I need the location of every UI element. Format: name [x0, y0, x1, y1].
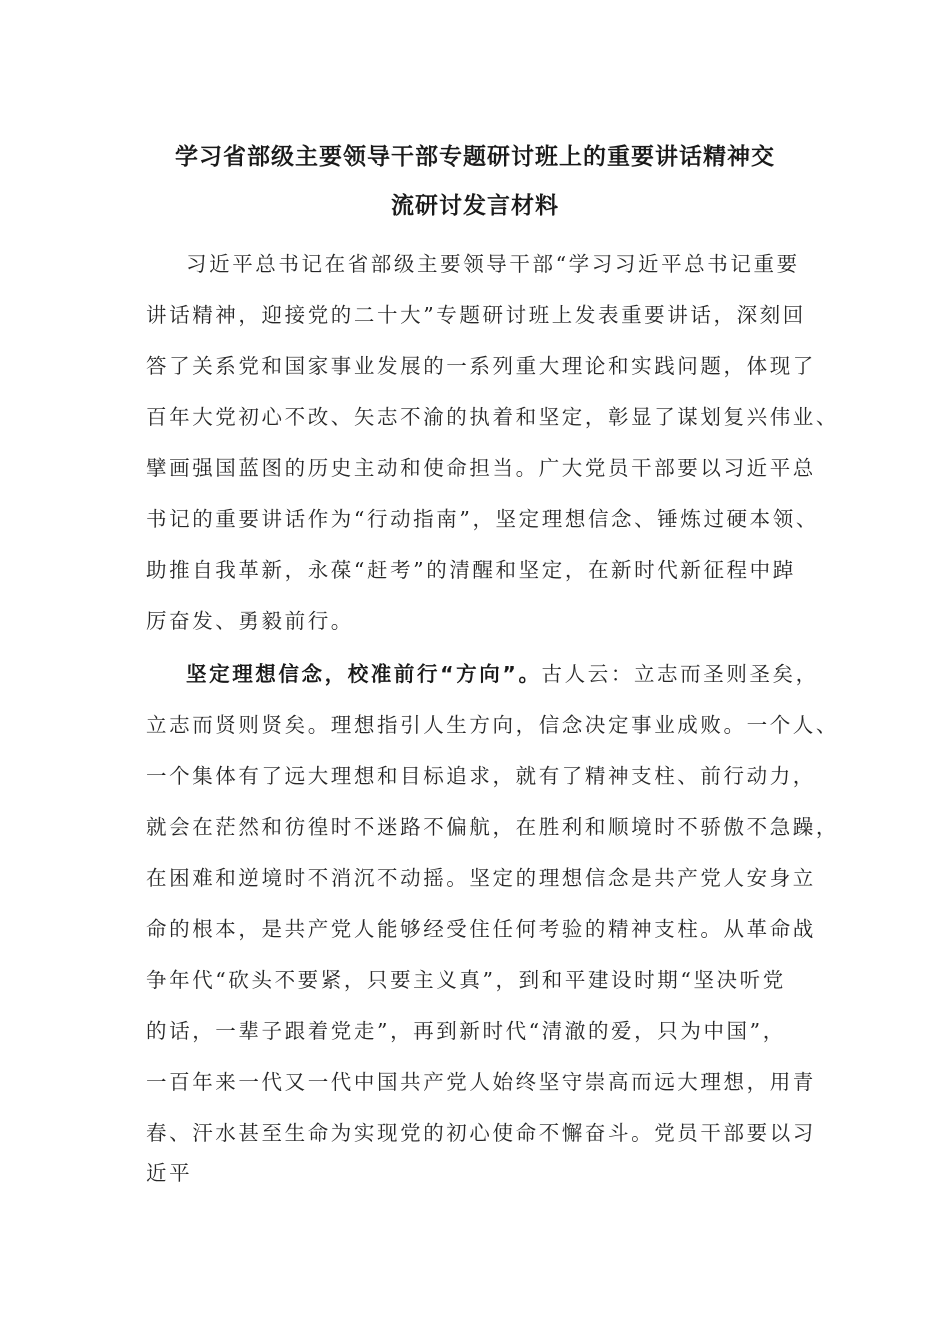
document-title-line-1: 学习省部级主要领导干部专题研讨班上的重要讲话精神交	[175, 144, 775, 170]
document-title-line-2: 流研讨发言材料	[391, 193, 559, 219]
paragraph2-line: 立志而贤则贤矣。理想指引人生方向，信念决定事业成败。一个人、	[146, 713, 839, 737]
paragraph1-line: 百年大党初心不改、矢志不渝的执着和坚定，彰显了谋划复兴伟业、	[146, 405, 839, 429]
paragraph2-line: 争年代“砍头不要紧，只要主义真”，到和平建设时期“坚决听党	[146, 968, 786, 992]
paragraph2-line: 在困难和逆境时不消沉不动摇。坚定的理想信念是共产党人安身立	[146, 866, 816, 890]
paragraph1-line: 习近平总书记在省部级主要领导干部“学习习近平总书记重要	[186, 252, 800, 276]
paragraph2-line: 的话，一辈子跟着党走”，再到新时代“清澈的爱，只为中国”，	[146, 1019, 786, 1043]
paragraph2-first-line-text: 古人云：立志而圣则圣矣，	[541, 662, 819, 686]
paragraph2-line: 一个集体有了远大理想和目标追求，就有了精神支柱、前行动力，	[146, 764, 816, 788]
paragraph2-line: 就会在茫然和彷徨时不迷路不偏航，在胜利和顺境时不骄傲不急躁，	[146, 815, 839, 839]
paragraph2-line: 春、汗水甚至生命为实现党的初心使命不懈奋斗。党员干部要以习	[146, 1121, 816, 1145]
paragraph1-line: 讲话精神，迎接党的二十大”专题研讨班上发表重要讲话，深刻回	[146, 303, 806, 327]
paragraph1-line: 擘画强国蓝图的历史主动和使命担当。广大党员干部要以习近平总	[146, 456, 816, 480]
paragraph2-line: 一百年来一代又一代中国共产党人始终坚守崇高而远大理想，用青	[146, 1070, 816, 1094]
paragraph1-line: 助推自我革新，永葆“赶考”的清醒和坚定，在新时代新征程中踔	[146, 558, 796, 582]
paragraph2-line: 命的根本，是共产党人能够经受住任何考验的精神支柱。从革命战	[146, 917, 816, 941]
paragraph2-heading: 坚定理想信念，校准前行“方向”。	[186, 662, 542, 686]
paragraph2-first-line	[186, 660, 819, 688]
paragraph1-line: 书记的重要讲话作为“行动指南”，坚定理想信念、锤炼过硬本领、	[146, 507, 819, 531]
paragraph1-line: 厉奋发、勇毅前行。	[146, 609, 354, 633]
paragraph1-line: 答了关系党和国家事业发展的一系列重大理论和实践问题，体现了	[146, 354, 816, 378]
paragraph2-line: 近平	[146, 1161, 193, 1185]
